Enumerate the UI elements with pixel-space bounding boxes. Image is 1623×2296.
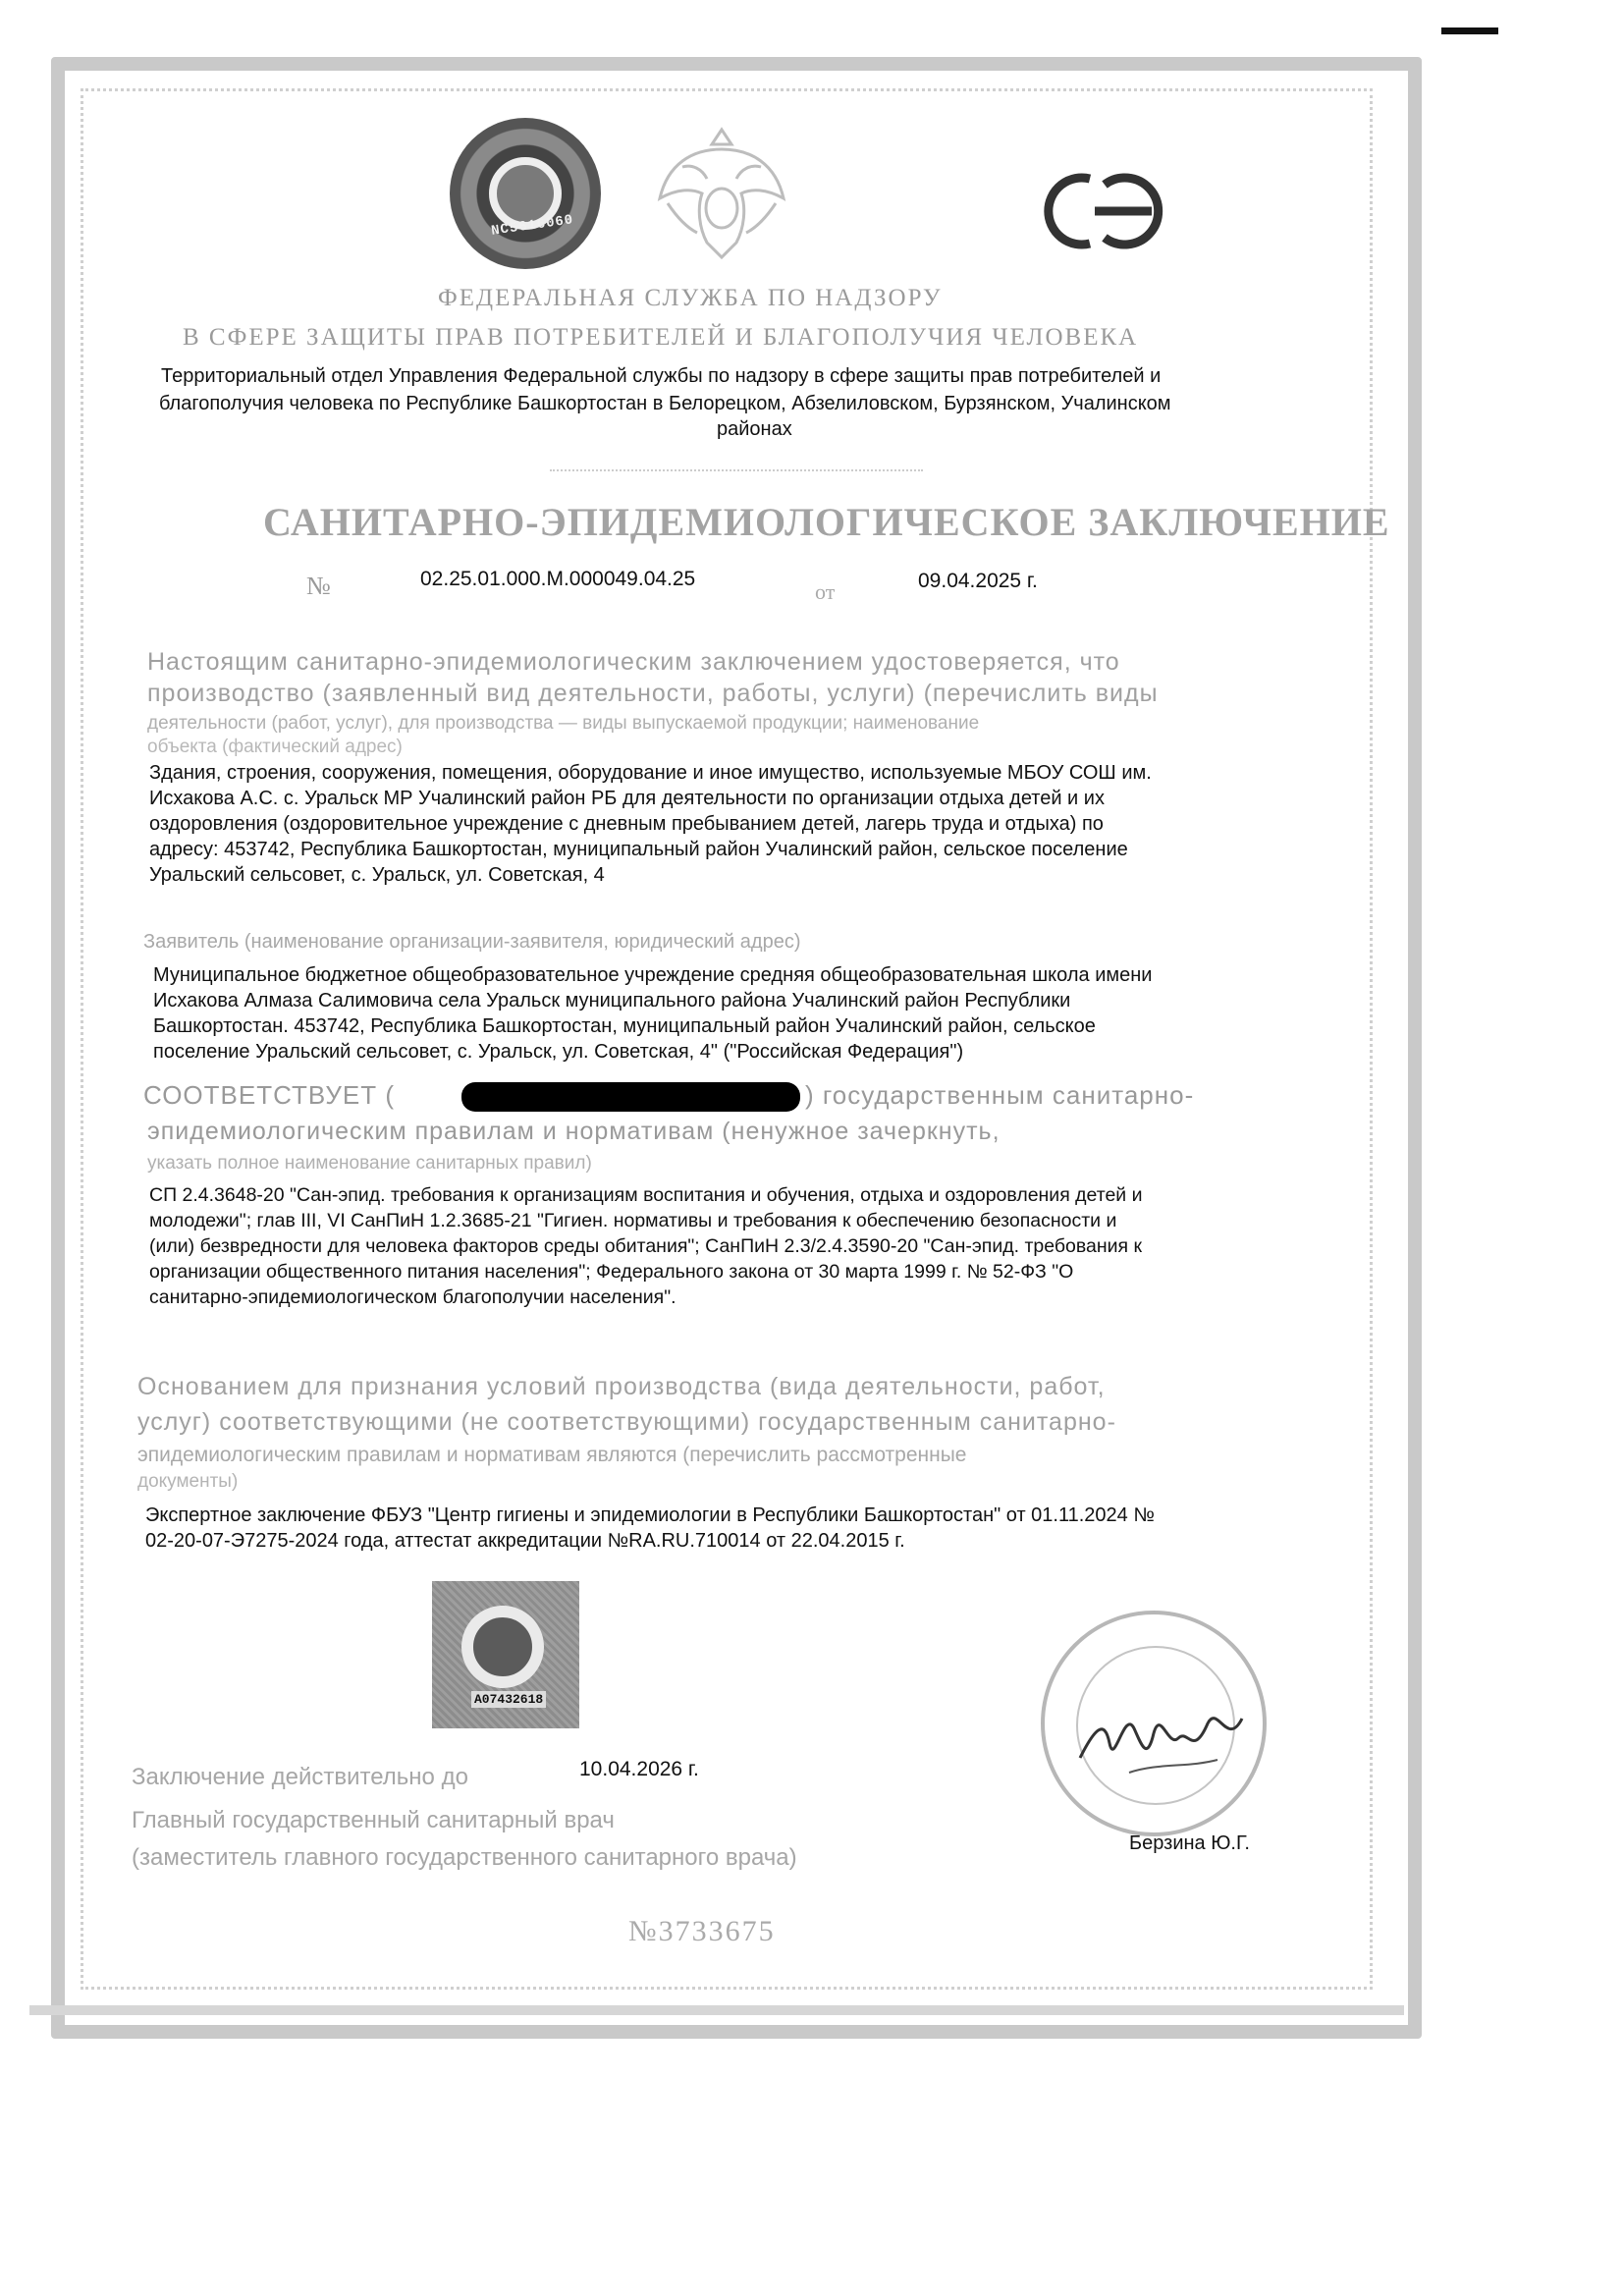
agency-title-line2: В СФЕРЕ ЗАЩИТЫ ПРАВ ПОТРЕБИТЕЛЕЙ И БЛАГОПОЛУЧИЯ ЧЕЛОВЕКА: [183, 324, 1139, 351]
top-seal-code: NC5616060: [490, 212, 575, 240]
rules-line5: санитарно-эпидемиологическом благополучии населения".: [149, 1286, 676, 1308]
valid-until-date: 10.04.2026 г.: [579, 1758, 699, 1780]
conformity-line3: указать полное наименование санитарных правил): [147, 1153, 592, 1174]
department-line1: Территориальный отдел Управления Федеральной службы по надзору в сфере защиты прав потребителей и: [161, 365, 1162, 387]
intro-line4: объекта (фактический адрес): [147, 737, 403, 757]
bottom-border-strip: [29, 2005, 1404, 2015]
applicant-label: Заявитель (наименование организации-заявителя, юридический адрес): [143, 931, 801, 953]
intro-line3: деятельности (работ, услуг), для производства — виды выпускаемой продукции; наименование: [147, 713, 980, 734]
applicant-line3: Башкортостан. 453742, Республика Башкортостан, муниципальный район Учалинский район, сельское: [153, 1015, 1096, 1037]
basis-line4: документы): [137, 1471, 239, 1492]
header-divider: [550, 469, 923, 471]
rules-line4: организации общественного питания населения"; Федерального закона от 30 марта 1999 г. № 52-ФЗ "О: [149, 1261, 1074, 1283]
document-title: САНИТАРНО-ЭПИДЕМИОЛОГИЧЕСКОЕ ЗАКЛЮЧЕНИЕ: [263, 500, 1390, 544]
expert-line2: 02-20-07-Э7275-2024 года, аттестат аккредитации №RA.RU.710014 от 22.04.2015 г.: [145, 1530, 905, 1552]
coat-of-arms-eagle-icon: [648, 110, 795, 267]
object-line5: Уральский сельсовет, с. Уральск, ул. Советская, 4: [149, 864, 605, 886]
conformity-line1-start: СООТВЕТСТВУЕТ (: [143, 1080, 395, 1110]
object-line2: Исхакова А.С. с. Уральск МР Учалинский район РБ для деятельности по организации отдыха детей и их: [149, 788, 1105, 809]
rules-line2: молодежи"; глав III, VI СанПиН 1.2.3685-21 "Гигиен. нормативы и требования к обеспечению безопасности и: [149, 1210, 1117, 1231]
bottom-seal-code: А07432618: [471, 1691, 546, 1708]
rules-line1: СП 2.4.3648-20 "Сан-эпид. требования к организациям воспитания и обучения, отдыха и оздоровления детей и: [149, 1184, 1143, 1206]
object-line3: оздоровления (оздоровительное учреждение с дневным пребыванием детей, лагерь труда и отдыха) по: [149, 813, 1104, 835]
valid-until-label: Заключение действительно до: [132, 1764, 468, 1790]
applicant-line1: Муниципальное бюджетное общеобразовательное учреждение средняя общеобразовательная школа имени: [153, 964, 1153, 986]
conformity-line1-end: ) государственным санитарно-: [805, 1080, 1195, 1110]
date-label: от: [815, 579, 836, 604]
object-line1: Здания, строения, сооружения, помещения, оборудование и иное имущество, используемые МБОУ СОШ им.: [149, 762, 1152, 784]
deputy-label: (заместитель главного государственного санитарного врача): [132, 1844, 797, 1871]
chief-doctor-label: Главный государственный санитарный врач: [132, 1807, 615, 1833]
basis-line3: эпидемиологическим правилам и нормативам являются (перечислить рассмотренные: [137, 1444, 967, 1466]
conformity-line2: эпидемиологическим правилам и нормативам (ненужное зачеркнуть,: [147, 1118, 1001, 1145]
hologram-seal-bottom: [432, 1581, 579, 1728]
expert-line1: Экспертное заключение ФБУЗ "Центр гигиены и эпидемиологии в Республики Башкортостан" от 01.11.2024 №: [145, 1504, 1155, 1526]
agency-title-line1: ФЕДЕРАЛЬНАЯ СЛУЖБА ПО НАДЗОРУ: [438, 285, 943, 311]
department-line3: районах: [717, 418, 792, 440]
signer-name: Берзина Ю.Г.: [1129, 1832, 1250, 1854]
applicant-line2: Исхакова Алмаза Салимовича села Уральск муниципального района Учалинский район Республики: [153, 990, 1071, 1011]
object-line4: адресу: 453742, Республика Башкортостан, муниципальный район Учалинский район, сельское поселение: [149, 839, 1128, 860]
basis-line2: услуг) соответствующими (не соответствующими) государственным санитарно-: [137, 1408, 1116, 1436]
intro-line1: Настоящим санитарно-эпидемиологическим заключением удостоверяется, что: [147, 648, 1120, 676]
sanitary-epidemiological-logo-icon: [1036, 167, 1173, 255]
intro-line2: производство (заявленный вид деятельности, работы, услуги) (перечислить виды: [147, 680, 1159, 707]
department-line2: благополучия человека по Республике Башкортостан в Белорецком, Абзелиловском, Бурзянском, Учалинском: [159, 393, 1171, 414]
document-number: 02.25.01.000.М.000049.04.25: [420, 568, 696, 590]
number-label: №: [306, 572, 331, 600]
document-date: 09.04.2025 г.: [918, 570, 1038, 592]
form-number: №3733675: [628, 1915, 776, 1947]
signature-icon: [1070, 1689, 1267, 1797]
rules-line3: (или) безвредности для человека факторов среды обитания"; СанПиН 2.3/2.4.3590-20 "Сан-эпид. требования к: [149, 1235, 1143, 1257]
applicant-line4: поселение Уральский сельсовет, с. Уральск, ул. Советская, 4" ("Российская Федерация"): [153, 1041, 964, 1063]
hologram-seal-top: [450, 118, 601, 269]
basis-line1: Основанием для признания условий производства (вида деятельности, работ,: [137, 1373, 1106, 1400]
redaction-mark: [461, 1082, 800, 1112]
scan-edge-mark: [1441, 27, 1498, 34]
